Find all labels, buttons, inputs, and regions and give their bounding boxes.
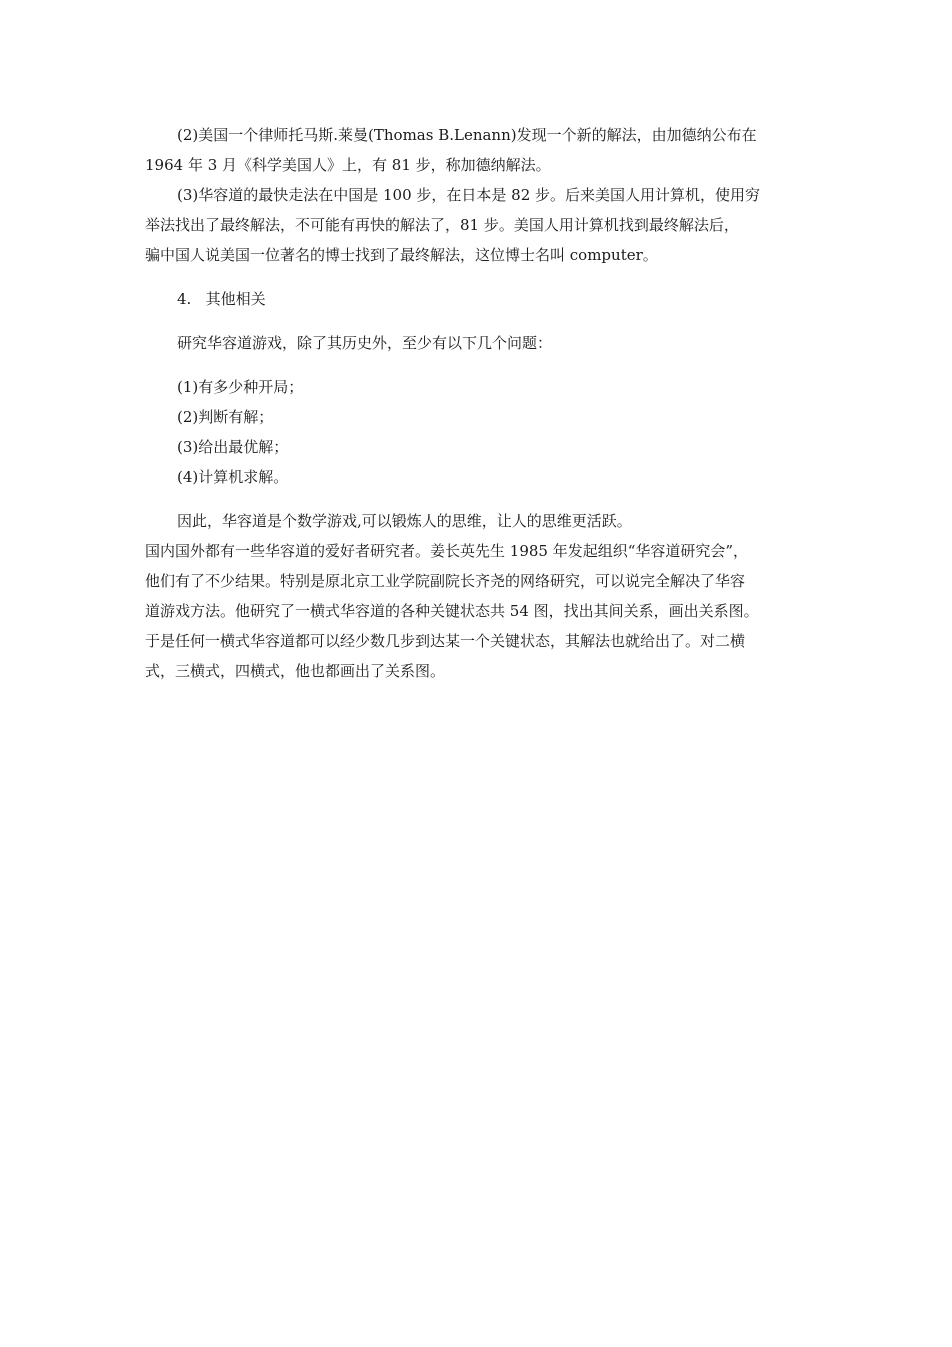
list-item: (4)计算机求解。 [177,468,289,486]
list-item: (3)给出最优解； [177,438,289,456]
list-item: (2)判断有解； [177,408,274,426]
text-line: 他们有了不少结果。特别是原北京工业学院副院长齐尧的网络研究，可以说完全解决了华容 [145,572,746,590]
text-line: 举法找出了最终解法，不可能有再快的解法了，81 步。美国人用计算机找到最终解法后， [145,216,739,234]
intro-text: 研究华容道游戏，除了其历史外，至少有以下几个问题： [177,334,553,352]
text-line: 国内国外都有一些华容道的爱好者研究者。姜长英先生 1985 年发起组织“华容道研究会”， [145,542,749,560]
list-item: (1)有多少种开局； [177,378,304,396]
paragraph-conclusion [145,506,813,686]
paragraph-fastest-solution [145,180,813,270]
text-line: (3)华容道的最快走法在中国是 100 步，在日本是 82 步。后来美国人用计算机，使用穷 [177,186,761,204]
document-body [145,120,813,686]
text-line: 于是任何一横式华容道都可以经少数几步到达某一个关键状态，其解法也就给出了。对二横 [145,632,746,650]
question-list [145,372,813,492]
text-line: 因此，华容道是个数学游戏,可以锻炼人的思维，让人的思维更活跃。 [177,512,632,530]
text-line: 道游戏方法。他研究了一横式华容道的各种关键状态共 54 图，找出其间关系，画出关系图。 [145,602,759,620]
text-line: 骗中国人说美国一位著名的博士找到了最终解法，这位博士名叫 computer。 [145,246,658,264]
section-heading: 4. 其他相关 [177,290,266,308]
paragraph-gardner-solution [145,120,813,180]
text-line: 式，三横式，四横式，他也都画出了关系图。 [145,662,446,680]
text-line: 1964 年 3 月《科学美国人》上，有 81 步，称加德纳解法。 [145,156,551,174]
text-line: (2)美国一个律师托马斯.莱曼(Thomas B.Lenann)发现一个新的解法，由加德纳公布在 [177,126,757,144]
